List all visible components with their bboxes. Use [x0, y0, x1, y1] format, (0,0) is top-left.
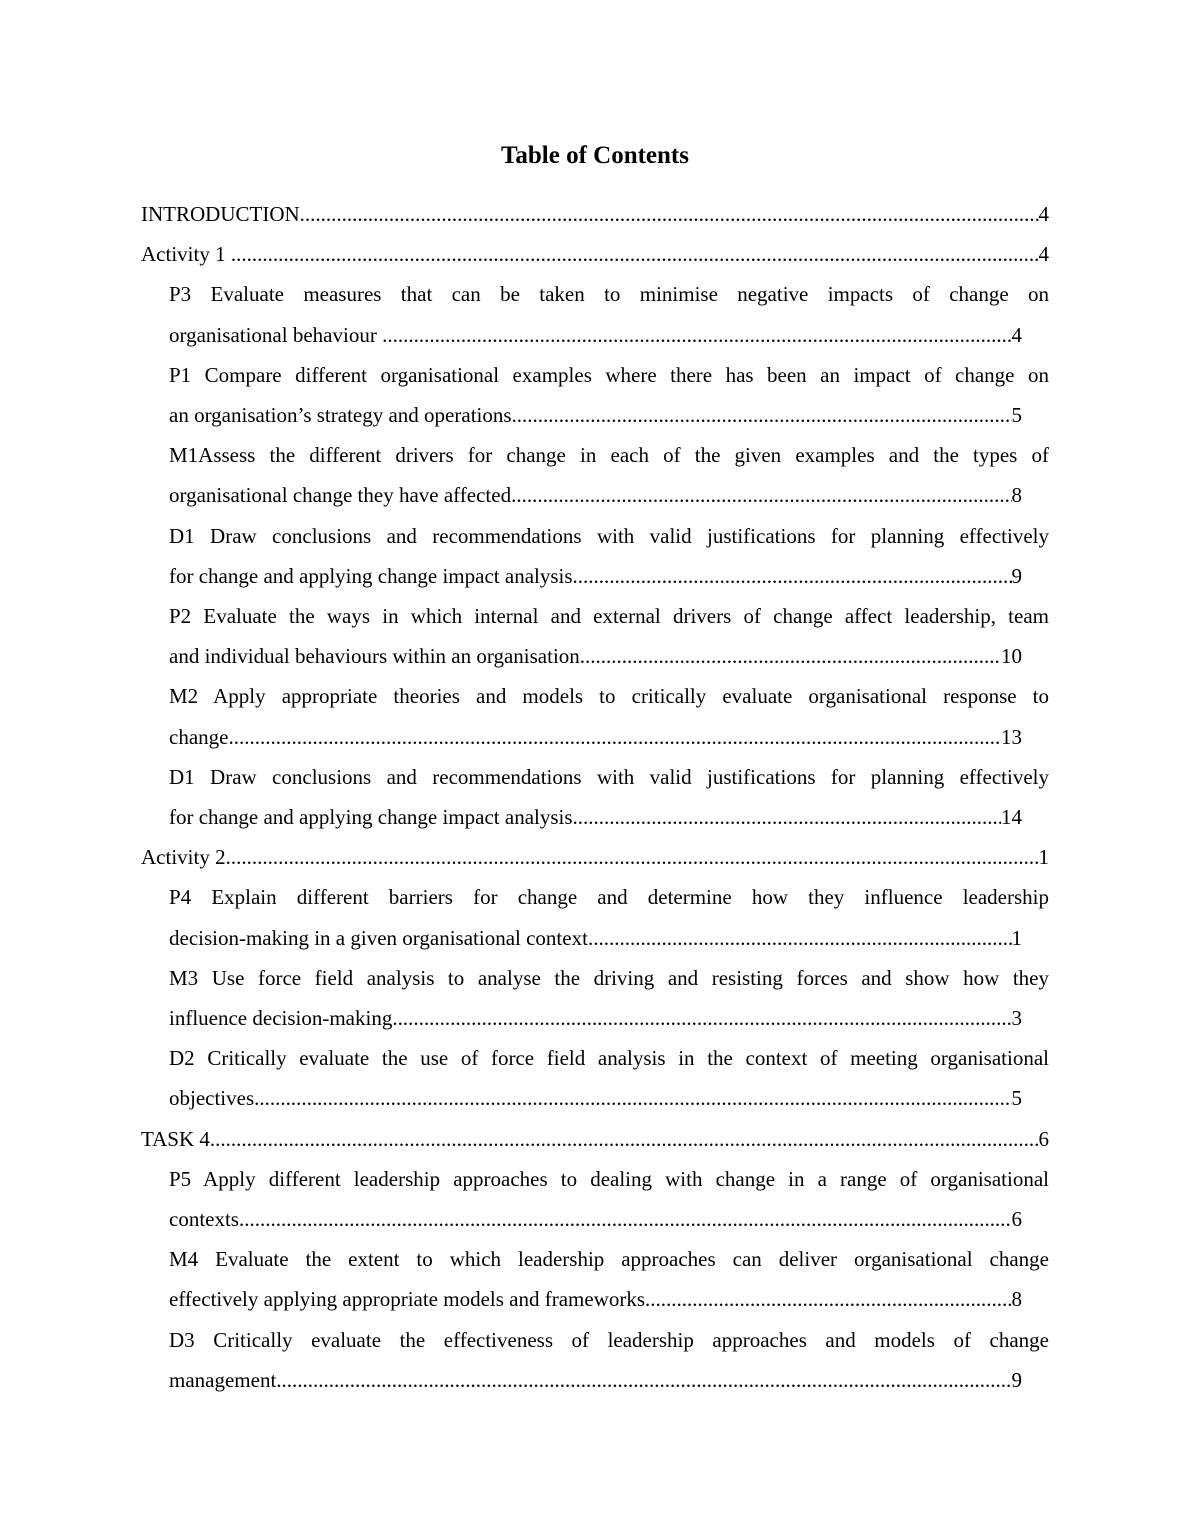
toc-page-number: 9: [1011, 563, 1022, 588]
toc-page-number: 8: [1011, 483, 1022, 508]
toc-entry-last-line: [169, 636, 1049, 676]
toc-entry-last-line: [169, 1199, 1049, 1239]
toc-page-number: 5: [1011, 403, 1022, 428]
toc-entry[interactable]: [141, 194, 1049, 234]
toc-page-number: 5: [1011, 1086, 1022, 1111]
toc-entry-title: management: [169, 1367, 277, 1392]
toc-entry[interactable]: [169, 596, 1049, 676]
toc-entry-last-line: [169, 717, 1049, 757]
toc-entry-text-line: M4 Evaluate the extent to which leadership approaches can deliver organisational change: [169, 1247, 1049, 1272]
toc-leader-dots: [512, 395, 1012, 435]
toc-page-number: 1: [1038, 845, 1049, 870]
toc-entry-last-line: [141, 1119, 1049, 1159]
toc-entry-last-line: [169, 1078, 1049, 1118]
toc-page-number: 4: [1038, 202, 1049, 226]
toc-entry-title: influence decision-making: [169, 1006, 393, 1031]
toc-entry-last-line: [141, 194, 1049, 234]
toc-leader-dots: [239, 1199, 1012, 1239]
toc-page-number: 13: [1001, 724, 1022, 749]
toc-entry-last-line: [169, 315, 1049, 355]
toc-entry-last-line: [169, 475, 1049, 515]
toc-entry-text-line: P2 Evaluate the ways in which internal and external drivers of change affect leadership, team: [169, 604, 1049, 629]
toc-entry-title: for change and applying change impact analysis: [169, 805, 573, 830]
toc-leader-dots: [382, 315, 1011, 355]
toc-entry[interactable]: [141, 837, 1049, 877]
toc-entry[interactable]: [169, 1239, 1049, 1319]
toc-page-number: 14: [1001, 805, 1022, 830]
toc-entry-title: for change and applying change impact analysis: [169, 563, 573, 588]
toc-leader-dots: [231, 234, 1039, 274]
toc-leader-dots: [300, 194, 1039, 234]
toc-entry-title: Activity 2: [141, 845, 226, 870]
toc-entry-title: decision-making in a given organisational context: [169, 925, 588, 950]
toc-leader-dots: [645, 1279, 1011, 1319]
toc-entry[interactable]: [169, 516, 1049, 596]
toc-page-number: 4: [1011, 322, 1022, 347]
toc-entry[interactable]: [141, 1119, 1049, 1159]
toc-entry-title: and individual behaviours within an organisation: [169, 644, 580, 669]
toc-entry-last-line: [141, 837, 1049, 877]
toc-entry-text-line: D1 Draw conclusions and recommendations with valid justifications for planning effectively: [169, 764, 1049, 789]
toc-entry-last-line: [169, 797, 1049, 837]
toc-entry[interactable]: [169, 435, 1049, 515]
toc-entry-text-line: M1Assess the different drivers for change in each of the given examples and the types of: [169, 443, 1049, 468]
toc-page-number: 9: [1011, 1367, 1022, 1392]
toc-entry-last-line: [169, 918, 1049, 958]
toc-entry[interactable]: [169, 355, 1049, 435]
toc-entry-last-line: [169, 395, 1049, 435]
toc-entry-text-line: P5 Apply different leadership approaches to dealing with change in a range of organisational: [169, 1166, 1049, 1191]
toc-entry[interactable]: [169, 1159, 1049, 1239]
toc-page-number: 1: [1011, 925, 1022, 950]
toc-leader-dots: [210, 1119, 1039, 1159]
toc-page-number: 6: [1011, 1207, 1022, 1232]
toc-entry-text-line: M2 Apply appropriate theories and models to critically evaluate organisational response to: [169, 684, 1049, 709]
toc-entry-text-line: P1 Compare different organisational examples where there has been an impact of change on: [169, 362, 1049, 387]
toc-page-number: 3: [1011, 1006, 1022, 1031]
toc-leader-dots: [276, 1360, 1011, 1400]
toc-entry-title: TASK 4: [141, 1126, 210, 1151]
toc-entry-title: change: [169, 724, 229, 749]
toc-entry-last-line: [141, 234, 1049, 274]
toc-leader-dots: [392, 998, 1011, 1038]
toc-leader-dots: [573, 797, 1001, 837]
toc-entry-last-line: [169, 1279, 1049, 1319]
toc-entry-text-line: D3 Critically evaluate the effectiveness of leadership approaches and models of change: [169, 1327, 1049, 1352]
toc-leader-dots: [573, 556, 1012, 596]
toc-page-number: 6: [1038, 1126, 1049, 1151]
toc-entry-last-line: [169, 556, 1049, 596]
toc-entry-text-line: P3 Evaluate measures that can be taken to minimise negative impacts of change on: [169, 282, 1049, 307]
toc-leader-dots: [580, 636, 1001, 676]
toc-entry[interactable]: [169, 274, 1049, 354]
toc-page-number: 10: [1001, 644, 1022, 669]
toc-page-number: 4: [1038, 242, 1049, 267]
toc-entry-title: INTRODUCTION: [141, 202, 300, 226]
toc-entry-title: objectives: [169, 1086, 255, 1111]
toc-entry[interactable]: [169, 1038, 1049, 1118]
toc-leader-dots: [588, 918, 1012, 958]
toc-entry-title: an organisation’s strategy and operations: [169, 403, 512, 428]
toc-entry-title: effectively applying appropriate models and frameworks: [169, 1287, 646, 1312]
toc-entry-last-line: [169, 1360, 1049, 1400]
toc-entry-text-line: P4 Explain different barriers for change and determine how they influence leadership: [169, 885, 1049, 910]
toc-entry-last-line: [169, 998, 1049, 1038]
toc-entry[interactable]: [169, 757, 1049, 837]
toc-entry[interactable]: [169, 676, 1049, 756]
toc-leader-dots: [226, 837, 1039, 877]
toc-entry[interactable]: [169, 877, 1049, 957]
toc-entry-text-line: D1 Draw conclusions and recommendations with valid justifications for planning effectively: [169, 523, 1049, 548]
toc-entry-text-line: D2 Critically evaluate the use of force field analysis in the context of meeting organisational: [169, 1046, 1049, 1071]
table-of-contents: [141, 194, 1049, 1400]
toc-entry-title: organisational change they have affected: [169, 483, 512, 508]
toc-leader-dots: [511, 475, 1011, 515]
toc-title: Table of Contents: [501, 142, 689, 169]
toc-page-number: 8: [1011, 1287, 1022, 1312]
toc-leader-dots: [228, 717, 1001, 757]
toc-entry-text-line: M3 Use force field analysis to analyse the driving and resisting forces and show how they: [169, 965, 1049, 990]
toc-leader-dots: [254, 1078, 1011, 1118]
toc-entry[interactable]: [169, 1320, 1049, 1400]
toc-entry-title: Activity 1: [141, 242, 231, 267]
toc-entry[interactable]: [169, 958, 1049, 1038]
toc-entry-title: organisational behaviour: [169, 322, 383, 347]
toc-entry-title: contexts: [169, 1207, 239, 1232]
toc-entry[interactable]: [141, 234, 1049, 274]
